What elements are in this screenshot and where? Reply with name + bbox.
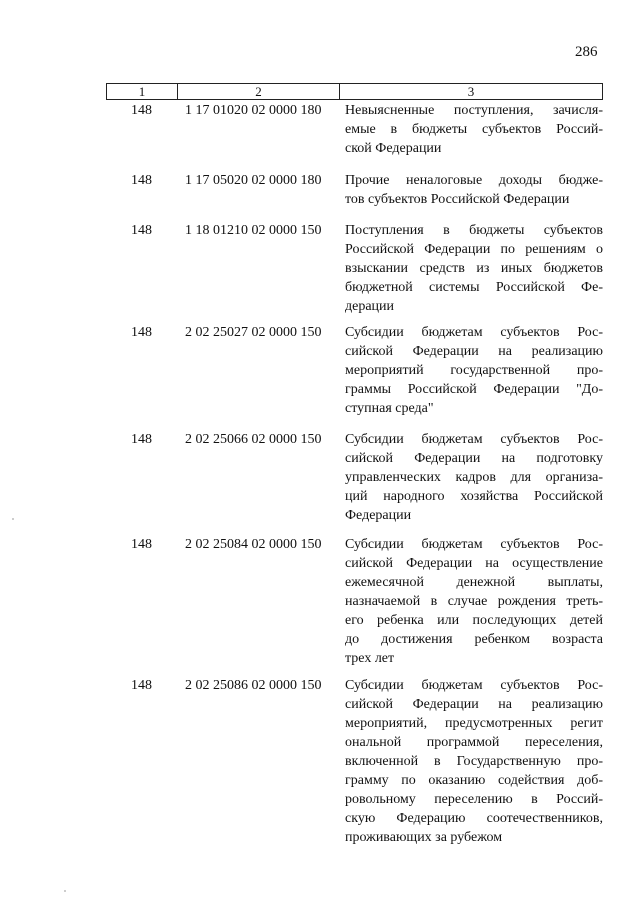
income-name-line: ежемесячной денежной выплаты, <box>345 575 603 590</box>
income-name-line: емые в бюджеты субъектов Россий- <box>345 122 603 137</box>
income-name-line: скую Федерацию соотечественников, <box>345 811 603 826</box>
income-name-line: Субсидии бюджетам субъектов Рос- <box>345 325 603 340</box>
scan-speck <box>64 890 66 892</box>
scan-speck <box>12 518 14 520</box>
budget-code-cell: 1 17 01020 02 0000 180 <box>185 103 322 118</box>
admin-code-cell: 148 <box>131 103 152 118</box>
admin-code-cell: 148 <box>131 678 152 693</box>
header-col-3: 3 <box>467 84 475 99</box>
income-name-line: ской Федерации <box>345 141 442 156</box>
income-name-line: мероприятий государственной про- <box>345 363 603 378</box>
admin-code-cell: 148 <box>131 173 152 188</box>
income-name-line: ровольному переселению в Россий- <box>345 792 603 807</box>
budget-code-cell: 2 02 25086 02 0000 150 <box>185 678 322 693</box>
budget-code-cell: 1 18 01210 02 0000 150 <box>185 223 322 238</box>
income-name-line: ступная среда" <box>345 401 434 416</box>
income-name-line: Субсидии бюджетам субъектов Рос- <box>345 432 603 447</box>
admin-code-cell: 148 <box>131 325 152 340</box>
income-name-line: его ребенка или последующих детей <box>345 613 603 628</box>
income-name-cell <box>345 171 603 209</box>
income-name-cell <box>345 430 603 525</box>
income-name-cell <box>345 676 603 847</box>
income-name-line: мероприятий, предусмотренных регит <box>345 716 603 731</box>
header-col-1: 1 <box>107 84 178 99</box>
admin-code-cell: 148 <box>131 537 152 552</box>
page-number: 286 <box>575 44 598 60</box>
budget-code-cell: 1 17 05020 02 0000 180 <box>185 173 322 188</box>
income-name-cell <box>345 101 603 158</box>
income-name-line: сийской Федерации на реализацию <box>345 697 603 712</box>
income-name-cell <box>345 221 603 316</box>
income-name-line: ональной программой переселения, <box>345 735 603 750</box>
admin-code-cell: 148 <box>131 223 152 238</box>
table-header <box>106 83 603 100</box>
income-name-line: граммы Российской Федерации "До- <box>345 382 603 397</box>
header-col-2: 2 <box>178 84 340 99</box>
income-name-line: сийской Федерации на реализацию <box>345 344 603 359</box>
income-name-line: Поступления в бюджеты субъектов <box>345 223 603 238</box>
income-name-line: Субсидии бюджетам субъектов Рос- <box>345 537 603 552</box>
income-name-line: ций народного хозяйства Российской <box>345 489 603 504</box>
income-name-cell <box>345 323 603 418</box>
income-name-cell <box>345 535 603 668</box>
income-name-line: тов субъектов Российской Федерации <box>345 192 570 207</box>
income-name-line: Российской Федерации по решениям о <box>345 242 603 257</box>
budget-code-cell: 2 02 25027 02 0000 150 <box>185 325 322 340</box>
income-name-line: включенной в Государственную про- <box>345 754 603 769</box>
income-name-line: бюджетной системы Российской Фе- <box>345 280 603 295</box>
income-name-line: Прочие неналоговые доходы бюдже- <box>345 173 603 188</box>
admin-code-cell: 148 <box>131 432 152 447</box>
income-name-line: трех лет <box>345 651 395 666</box>
income-name-line: до достижения ребенком возраста <box>345 632 603 647</box>
income-name-line: грамму по оказанию содействия доб- <box>345 773 603 788</box>
income-name-line: проживающих за рубежом <box>345 830 503 845</box>
income-name-line: назначаемой в случае рождения треть- <box>345 594 603 609</box>
income-name-line: Невыясненные поступления, зачисля- <box>345 103 603 118</box>
income-name-line: Федерации <box>345 508 412 523</box>
budget-code-cell: 2 02 25066 02 0000 150 <box>185 432 322 447</box>
income-name-line: дерации <box>345 299 395 314</box>
income-name-line: Субсидии бюджетам субъектов Рос- <box>345 678 603 693</box>
income-name-line: взыскании средств из иных бюджетов <box>345 261 603 276</box>
income-name-line: сийской Федерации на подготовку <box>345 451 603 466</box>
income-name-line: управленческих кадров для организа- <box>345 470 603 485</box>
budget-code-cell: 2 02 25084 02 0000 150 <box>185 537 322 552</box>
income-name-line: сийской Федерации на осуществление <box>345 556 603 571</box>
